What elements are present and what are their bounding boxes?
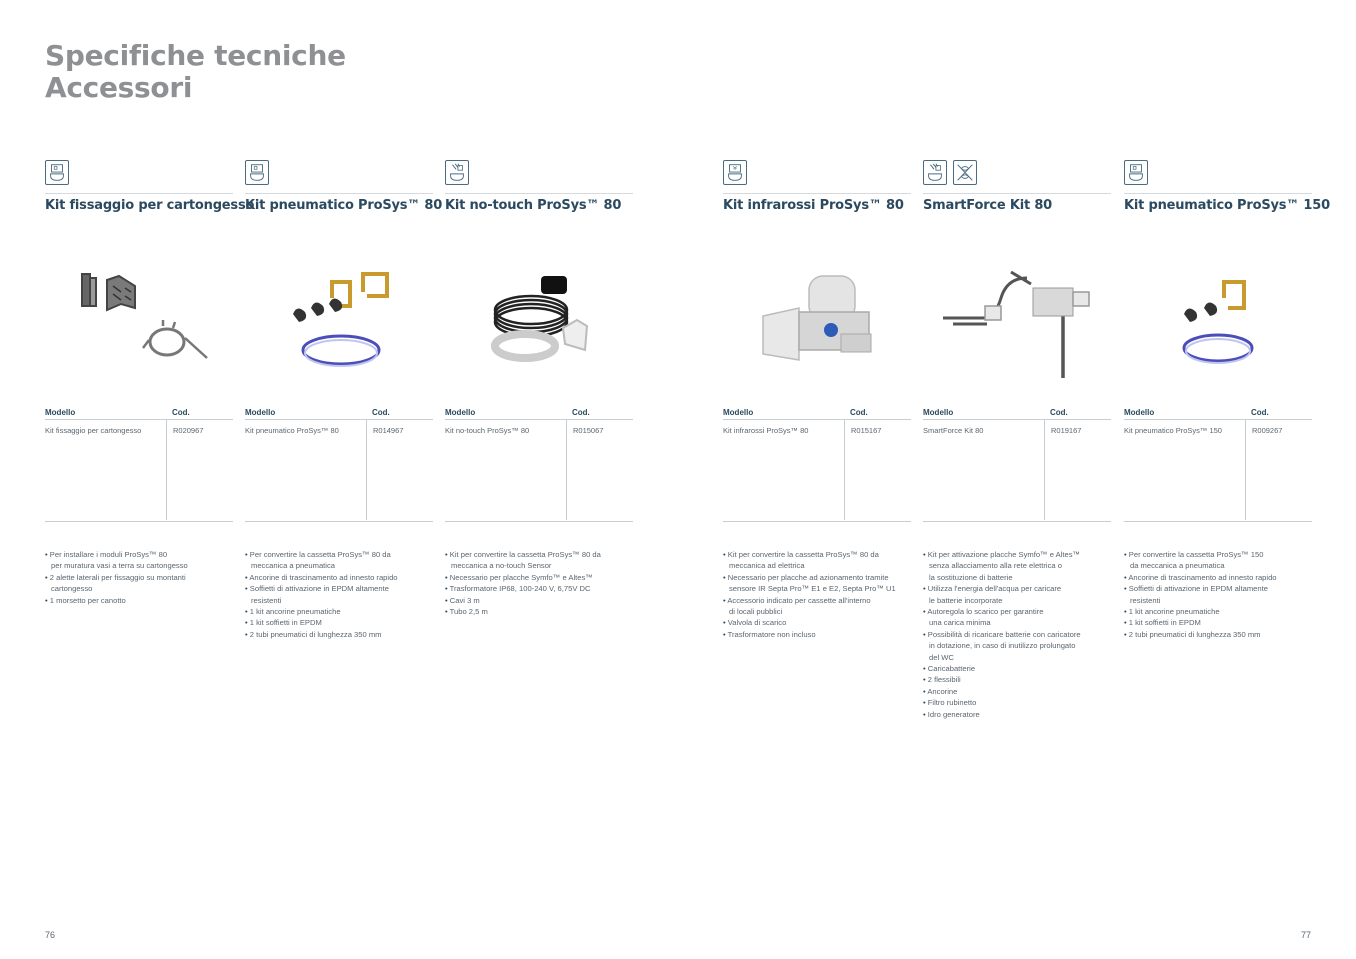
page-title-line-2: Accessori xyxy=(45,71,193,104)
cell-model: Kit pneumatico ProSys™ 150 xyxy=(1124,426,1222,435)
list-item: • Per convertire la cassetta ProSys™ 150 da meccanica a pneumatica xyxy=(1124,549,1312,572)
list-item: • Tubo 2,5 m xyxy=(445,606,633,617)
table-row xyxy=(45,420,233,520)
list-item: • 1 kit ancorine pneumatiche xyxy=(1124,606,1312,617)
product-title: Kit infrarossi ProSys™ 80 xyxy=(723,198,904,213)
product-photo xyxy=(245,242,433,392)
list-item: • Ancorine xyxy=(923,686,1111,697)
list-item: • Utilizza l'energia dell'acqua per caricare le batterie incorporate xyxy=(923,583,1111,606)
header-code: Cod. xyxy=(850,408,868,417)
list-item: • 2 tubi pneumatici di lunghezza 350 mm xyxy=(1124,629,1312,640)
table-row xyxy=(445,420,633,520)
list-item: • Kit per convertire la cassetta ProSys™ 80 da meccanica a no-touch Sensor xyxy=(445,549,633,572)
divider xyxy=(45,193,233,194)
feature-list xyxy=(245,549,433,640)
list-item: • Soffietti di attivazione in EPDM altamente resistenti xyxy=(245,583,433,606)
table-row xyxy=(923,420,1111,520)
touchless-wc-icon xyxy=(923,160,947,185)
product-header xyxy=(245,160,443,218)
table-header xyxy=(445,405,633,420)
list-item: • Ancorine di trascinamento ad innesto rapido xyxy=(245,572,433,583)
table-header xyxy=(45,405,233,420)
product-icons xyxy=(245,160,433,186)
product-table xyxy=(245,405,433,522)
cell-model: Kit fissaggio per cartongesso xyxy=(45,426,142,435)
cell-code: R020967 xyxy=(166,420,233,520)
table-header xyxy=(245,405,433,420)
product-table xyxy=(45,405,233,522)
cell-model: Kit no-touch ProSys™ 80 xyxy=(445,426,530,435)
list-item: • Soffietti di attivazione in EPDM altamente resistenti xyxy=(1124,583,1312,606)
wall-mount-wc-icon xyxy=(45,160,69,185)
feature-list xyxy=(45,549,233,606)
header-code: Cod. xyxy=(372,408,390,417)
cell-code: R014967 xyxy=(366,420,433,520)
cell-model: Kit pneumatico ProSys™ 80 xyxy=(245,426,339,435)
product-photo xyxy=(723,242,911,392)
cell-code: R009267 xyxy=(1245,420,1312,520)
table-header xyxy=(923,405,1111,420)
list-item: • Accessorio indicato per cassette all'interno di locali pubblici xyxy=(723,595,911,618)
list-item: • 1 kit soffietti in EPDM xyxy=(1124,617,1312,628)
product-header xyxy=(1124,160,1330,218)
product-header xyxy=(445,160,633,218)
feature-list xyxy=(723,549,911,640)
list-item: • 1 kit ancorine pneumatiche xyxy=(245,606,433,617)
product-title: SmartForce Kit 80 xyxy=(923,198,1053,213)
header-model: Modello xyxy=(45,408,76,417)
product-title: Kit pneumatico ProSys™ 80 xyxy=(245,198,443,213)
feature-list xyxy=(445,549,633,617)
product-title: Kit fissaggio per cartongesso xyxy=(45,198,255,213)
list-item: • Caricabatterie xyxy=(923,663,1111,674)
list-item: • Filtro rubinetto xyxy=(923,697,1111,708)
product-icons xyxy=(923,160,1111,186)
list-item: • Trasformatore non incluso xyxy=(723,629,911,640)
cell-code: R019167 xyxy=(1044,420,1111,520)
product-icons xyxy=(723,160,911,186)
list-item: • Possibilità di ricaricare batterie con caricatore in dotazione, in caso di inutilizzo prolungato del WC xyxy=(923,629,1111,663)
product-table xyxy=(723,405,911,522)
header-model: Modello xyxy=(245,408,276,417)
divider xyxy=(1124,193,1312,194)
product-title: Kit pneumatico ProSys™ 150 xyxy=(1124,198,1330,213)
feature-list xyxy=(1124,549,1312,640)
list-item: • 2 flessibili xyxy=(923,674,1111,685)
product-table xyxy=(445,405,633,522)
list-item: • 2 alette laterali per fissaggio su montanti cartongesso xyxy=(45,572,233,595)
header-model: Modello xyxy=(723,408,754,417)
cell-model: Kit infrarossi ProSys™ 80 xyxy=(723,426,809,435)
page-title-line-1: Specifiche tecniche xyxy=(45,39,346,72)
product-photo xyxy=(45,242,233,392)
product-icons xyxy=(45,160,233,186)
table-header xyxy=(1124,405,1312,420)
list-item: • 1 morsetto per canotto xyxy=(45,595,233,606)
table-row xyxy=(1124,420,1312,520)
divider xyxy=(723,193,911,194)
list-item: • 1 kit soffietti in EPDM xyxy=(245,617,433,628)
header-code: Cod. xyxy=(1050,408,1068,417)
list-item: • Kit per attivazione placche Symfo™ e Altes™ senza allacciamento alla rete elettrica o la sostituzione di batterie xyxy=(923,549,1111,583)
feature-list xyxy=(923,549,1111,720)
page-number-left: 76 xyxy=(45,930,56,940)
product-photo xyxy=(445,242,633,392)
list-item: • Cavi 3 m xyxy=(445,595,633,606)
product-header xyxy=(45,160,255,218)
page-title xyxy=(45,40,445,104)
product-table xyxy=(923,405,1111,522)
header-model: Modello xyxy=(923,408,954,417)
table-header xyxy=(723,405,911,420)
divider xyxy=(245,193,433,194)
list-item: • Necessario per placche ad azionamento tramite sensore IR Septa Pro™ E1 e E2, Septa Pro™ U1 xyxy=(723,572,911,595)
product-table xyxy=(1124,405,1312,522)
infrared-wc-icon xyxy=(723,160,747,185)
product-icons xyxy=(445,160,633,186)
list-item: • Ancorine di trascinamento ad innesto rapido xyxy=(1124,572,1312,583)
wall-mount-wc-icon xyxy=(1124,160,1148,185)
page-number-right: 77 xyxy=(1301,930,1312,940)
list-item: • Autoregola lo scarico per garantire una carica minima xyxy=(923,606,1111,629)
cell-code: R015067 xyxy=(566,420,633,520)
list-item: • Valvola di scarico xyxy=(723,617,911,628)
product-title: Kit no-touch ProSys™ 80 xyxy=(445,198,622,213)
header-code: Cod. xyxy=(1251,408,1269,417)
list-item: • Kit per convertire la cassetta ProSys™ 80 da meccanica ad elettrica xyxy=(723,549,911,572)
no-cable-icon xyxy=(953,160,977,185)
list-item: • Trasformatore IP68, 100-240 V, 6,75V DC xyxy=(445,583,633,594)
list-item: • Idro generatore xyxy=(923,709,1111,720)
header-model: Modello xyxy=(1124,408,1155,417)
list-item: • Per convertire la cassetta ProSys™ 80 da meccanica a pneumatica xyxy=(245,549,433,572)
header-code: Cod. xyxy=(172,408,190,417)
wall-mount-wc-icon xyxy=(245,160,269,185)
product-photo xyxy=(1124,242,1312,392)
header-model: Modello xyxy=(445,408,476,417)
list-item: • Necessario per placche Symfo™ e Altes™ xyxy=(445,572,633,583)
list-item: • Per installare i moduli ProSys™ 80 per muratura vasi a terra su cartongesso xyxy=(45,549,233,572)
product-photo xyxy=(923,242,1111,392)
divider xyxy=(445,193,633,194)
table-row xyxy=(245,420,433,520)
touchless-wc-icon xyxy=(445,160,469,185)
list-item: • 2 tubi pneumatici di lunghezza 350 mm xyxy=(245,629,433,640)
product-icons xyxy=(1124,160,1312,186)
product-header xyxy=(923,160,1111,218)
divider xyxy=(923,193,1111,194)
product-header xyxy=(723,160,911,218)
cell-model: SmartForce Kit 80 xyxy=(923,426,984,435)
cell-code: R015167 xyxy=(844,420,911,520)
table-row xyxy=(723,420,911,520)
header-code: Cod. xyxy=(572,408,590,417)
